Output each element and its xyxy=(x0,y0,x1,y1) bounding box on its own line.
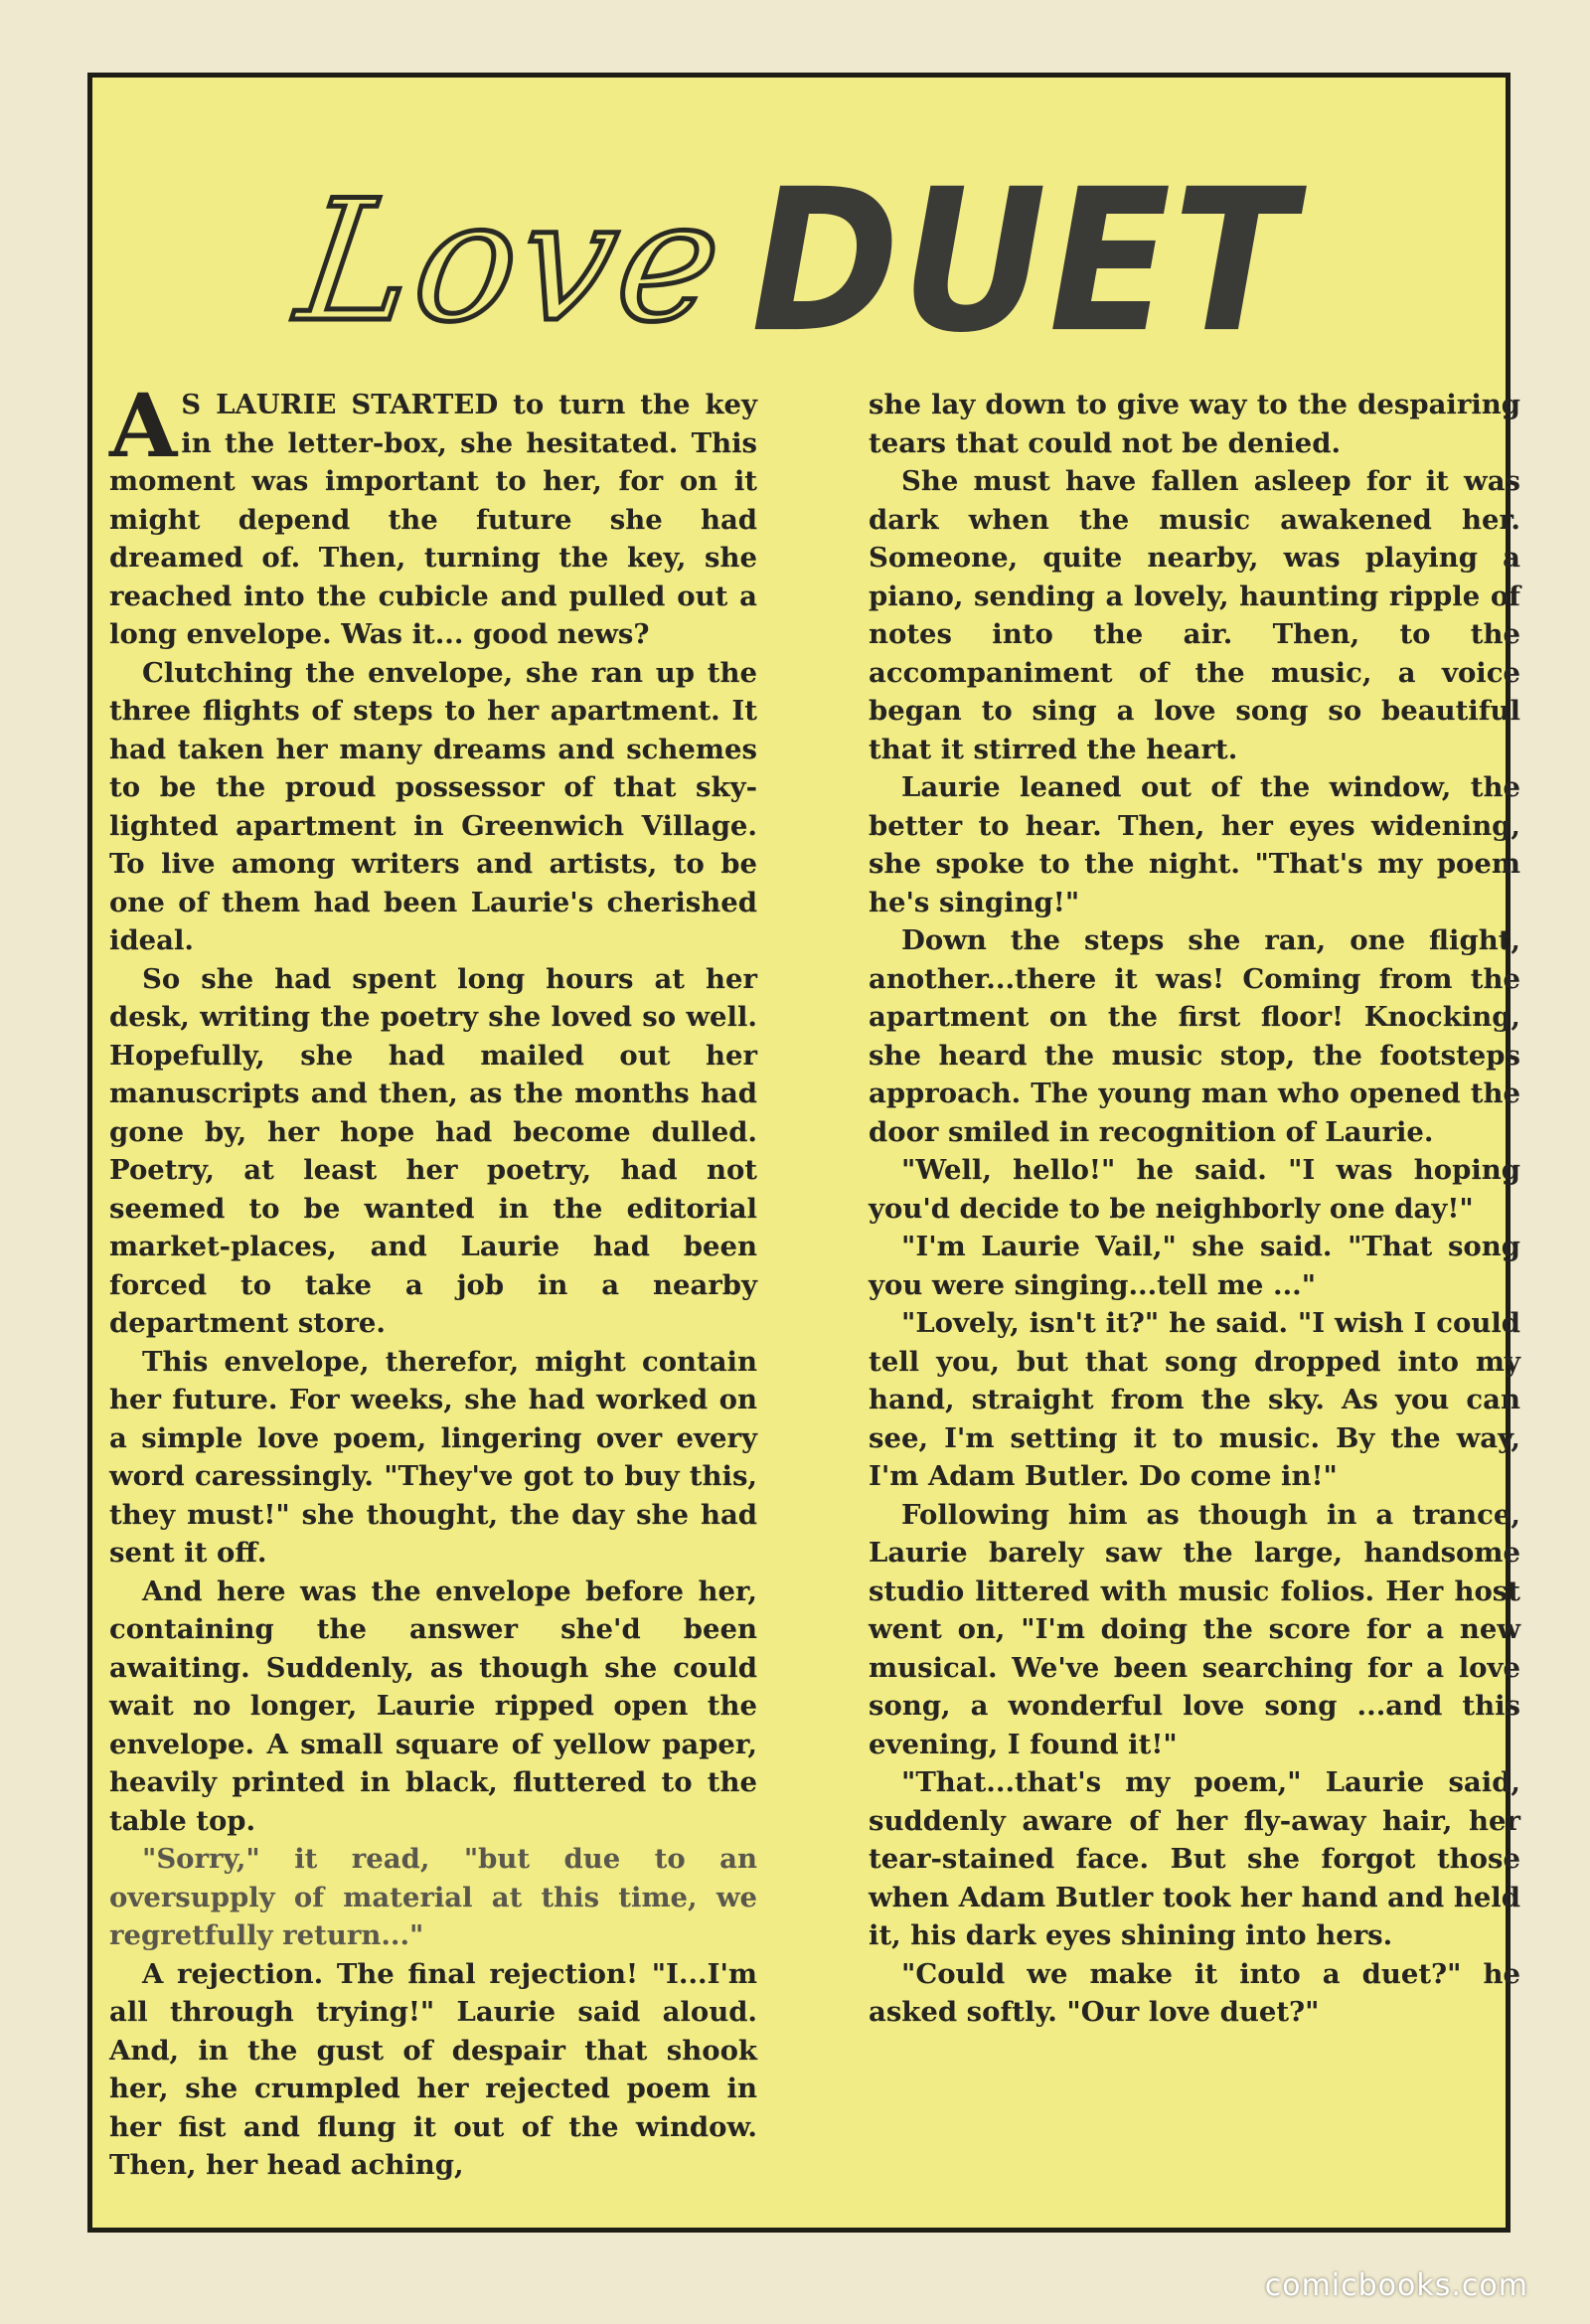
paragraph: "Lovely, isn't it?" he said. "I wish I could tell you, but that song dropped into my hand, straight from the sky. As you can see, I'm setting it to music. By the way, I'm Adam Butler. Do come in!" xyxy=(869,1307,1520,1492)
paragraph: And here was the envelope before her, containing the answer she'd been awaiting. Suddenly, as though she could wait no longer, Laurie ripped open the envelope. A small square of yellow paper, heavily printed in black, fluttered to the table top. xyxy=(109,1575,757,1837)
paragraph: "That...that's my poem," Laurie said, suddenly aware of her fly-away hair, her tear-stained face. But she forgot those when Adam Butler took her hand and held it, his dark eyes shining into hers. xyxy=(869,1766,1520,1951)
right-column xyxy=(869,386,1520,2032)
paragraph: Laurie leaned out of the window, the better to hear. Then, her eyes widening, she spoke to the night. "That's my poem he's singing!" xyxy=(869,771,1520,918)
left-column xyxy=(109,374,757,2185)
story-page xyxy=(87,73,1520,2233)
paragraph: Following him as though in a trance, Laurie barely saw the large, handsome studio littered with music folios. Her host went on, "I'm doing the score for a new musical. We've been searching for a love song, a wonderful love song ...and this evening, I found it!" xyxy=(869,1498,1520,1760)
story-body xyxy=(109,374,1520,2324)
watermark: comicbooks.com xyxy=(1264,2268,1528,2303)
paragraph-rejection-note: "Sorry," it read, "but due to an oversupply of material at this time, we regretfully return..." xyxy=(109,1843,757,1951)
title-love: Love xyxy=(288,164,736,359)
paragraph: She must have fallen asleep for it was dark when the music awakened her. Someone, quite nearby, was playing a piano, sending a lovely, haunting ripple of notes into the air. Then, to the accompaniment of the music, a voice began to sing a love song so beautiful that it stirred the heart. xyxy=(869,465,1520,765)
paragraph: Clutching the envelope, she ran up the three flights of steps to her apartment. It had taken her many dreams and schemes to be the proud possessor of that sky-lighted apartment in Greenwich Village. To live among writers and artists, to be one of them had been Laurie's cherished ideal. xyxy=(109,656,757,956)
paragraph: A rejection. The final rejection! "I...I'm all through trying!" Laurie said aloud. And, in the gust of despair that shook her, she crumpled her rejected poem in her fist and flung it out of the window. Then, her head aching, xyxy=(109,1957,757,2181)
paragraph: "Well, hello!" he said. "I was hoping you'd decide to be neighborly one day!" xyxy=(869,1154,1520,1225)
drop-cap: A xyxy=(109,374,178,477)
paragraph: "Could we make it into a duet?" he asked softly. "Our love duet?" xyxy=(869,1957,1520,2028)
paragraph: Down the steps she ran, one flight, another...there it was! Coming from the apartment on the first floor! Knocking, she heard the music stop, the footsteps approach. The young man who opened the door smiled in recognition of Laurie. xyxy=(869,924,1520,1148)
paragraph: So she had spent long hours at her desk, writing the poetry she loved so well. Hopefully, she had mailed out her manuscripts and then, as the months had gone by, her hope had become dulled. Poetry, at least her poetry, had not seemed to be wanted in the editorial market-places, and Laurie had been forced to take a job in a nearby department store. xyxy=(109,962,757,1339)
paragraph: "I'm Laurie Vail," she said. "That song you were singing...tell me ..." xyxy=(869,1231,1520,1301)
paragraph: she lay down to give way to the despairing tears that could not be denied. xyxy=(869,389,1520,459)
paragraph: This envelope, therefor, might contain her future. For weeks, she had worked on a simple love poem, lingering over every word caressingly. "They've got to buy this, they must!" she thought, the day she had sent it off. xyxy=(109,1345,757,1569)
paragraph: A S LAURIE STARTED to turn the key in the letter-box, she hesitated. This moment was important to her, for on it might depend the future she had dreamed of. Then, turning the key, she reached into the cubicle and pulled out a long envelope. Was it... good news? xyxy=(109,374,757,650)
title-duet: DUET xyxy=(729,147,1317,376)
story-title xyxy=(92,132,1506,391)
